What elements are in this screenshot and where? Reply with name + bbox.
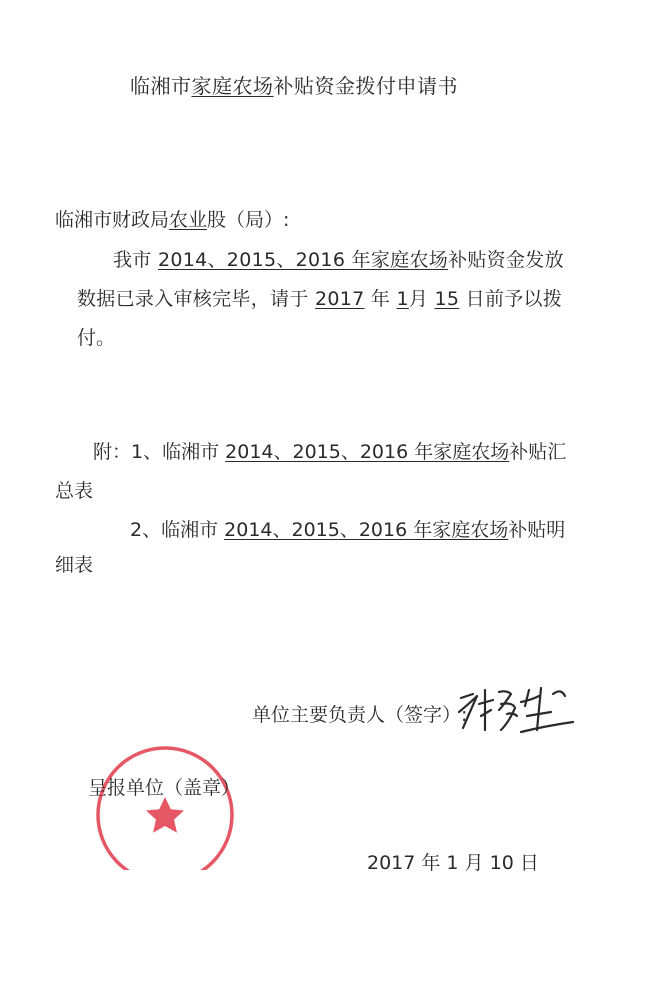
title-part: 补贴资金拨付申请书 (273, 74, 458, 98)
addressee-part: 临湘市财政局 (55, 209, 170, 231)
body-text: 日前予以拨 (459, 288, 563, 310)
attachment-1 (93, 440, 566, 464)
attachment-2-continued: 细表 (55, 554, 94, 576)
attachment-text: 2、临湘市 (130, 519, 225, 541)
request-day: 15 (434, 288, 460, 310)
title-part-underlined: 家庭农场 (191, 74, 274, 98)
document-date: 2017 年 1 月 10 日 (367, 852, 539, 874)
body-line-1 (113, 248, 564, 272)
body-line-2 (77, 287, 562, 311)
signature-line-label: 单位主要负责人（签字）: (252, 704, 468, 726)
body-line-3: 付。 (77, 327, 116, 349)
addressee-part: 股（局）: (207, 209, 290, 231)
body-text: 补贴资金发放 (448, 249, 564, 271)
body-text: 年 (364, 288, 397, 310)
title-part: 临湘市 (130, 74, 192, 98)
request-year: 2017 (314, 288, 365, 310)
submitting-unit-label: 呈报单位（盖章） (88, 777, 241, 799)
attachment-text: 附：1、临湘市 (93, 441, 226, 463)
attachment-text-underlined: 2014、2015、2016 年家庭农场 (224, 519, 509, 541)
request-month: 1 (396, 288, 409, 310)
attachment-text: 补贴汇 (509, 441, 567, 463)
addressee-part-underlined: 农业 (169, 209, 208, 231)
body-text-underlined: 2014、2015、2016 年家庭农场 (157, 249, 449, 271)
body-text: 我市 (113, 249, 158, 271)
document-title (130, 74, 458, 98)
body-text: 数据已录入审核完毕，请于 (77, 288, 315, 310)
body-text: 月 (408, 288, 435, 310)
attachment-text-underlined: 2014、2015、2016 年家庭农场 (225, 441, 510, 463)
addressee-line (55, 208, 289, 232)
official-seal (85, 735, 245, 870)
attachment-1-continued: 总表 (55, 480, 94, 502)
seal-star-icon (146, 797, 184, 833)
attachment-text: 补贴明 (508, 519, 566, 541)
attachment-2 (130, 518, 565, 542)
handwritten-signature (455, 680, 585, 740)
